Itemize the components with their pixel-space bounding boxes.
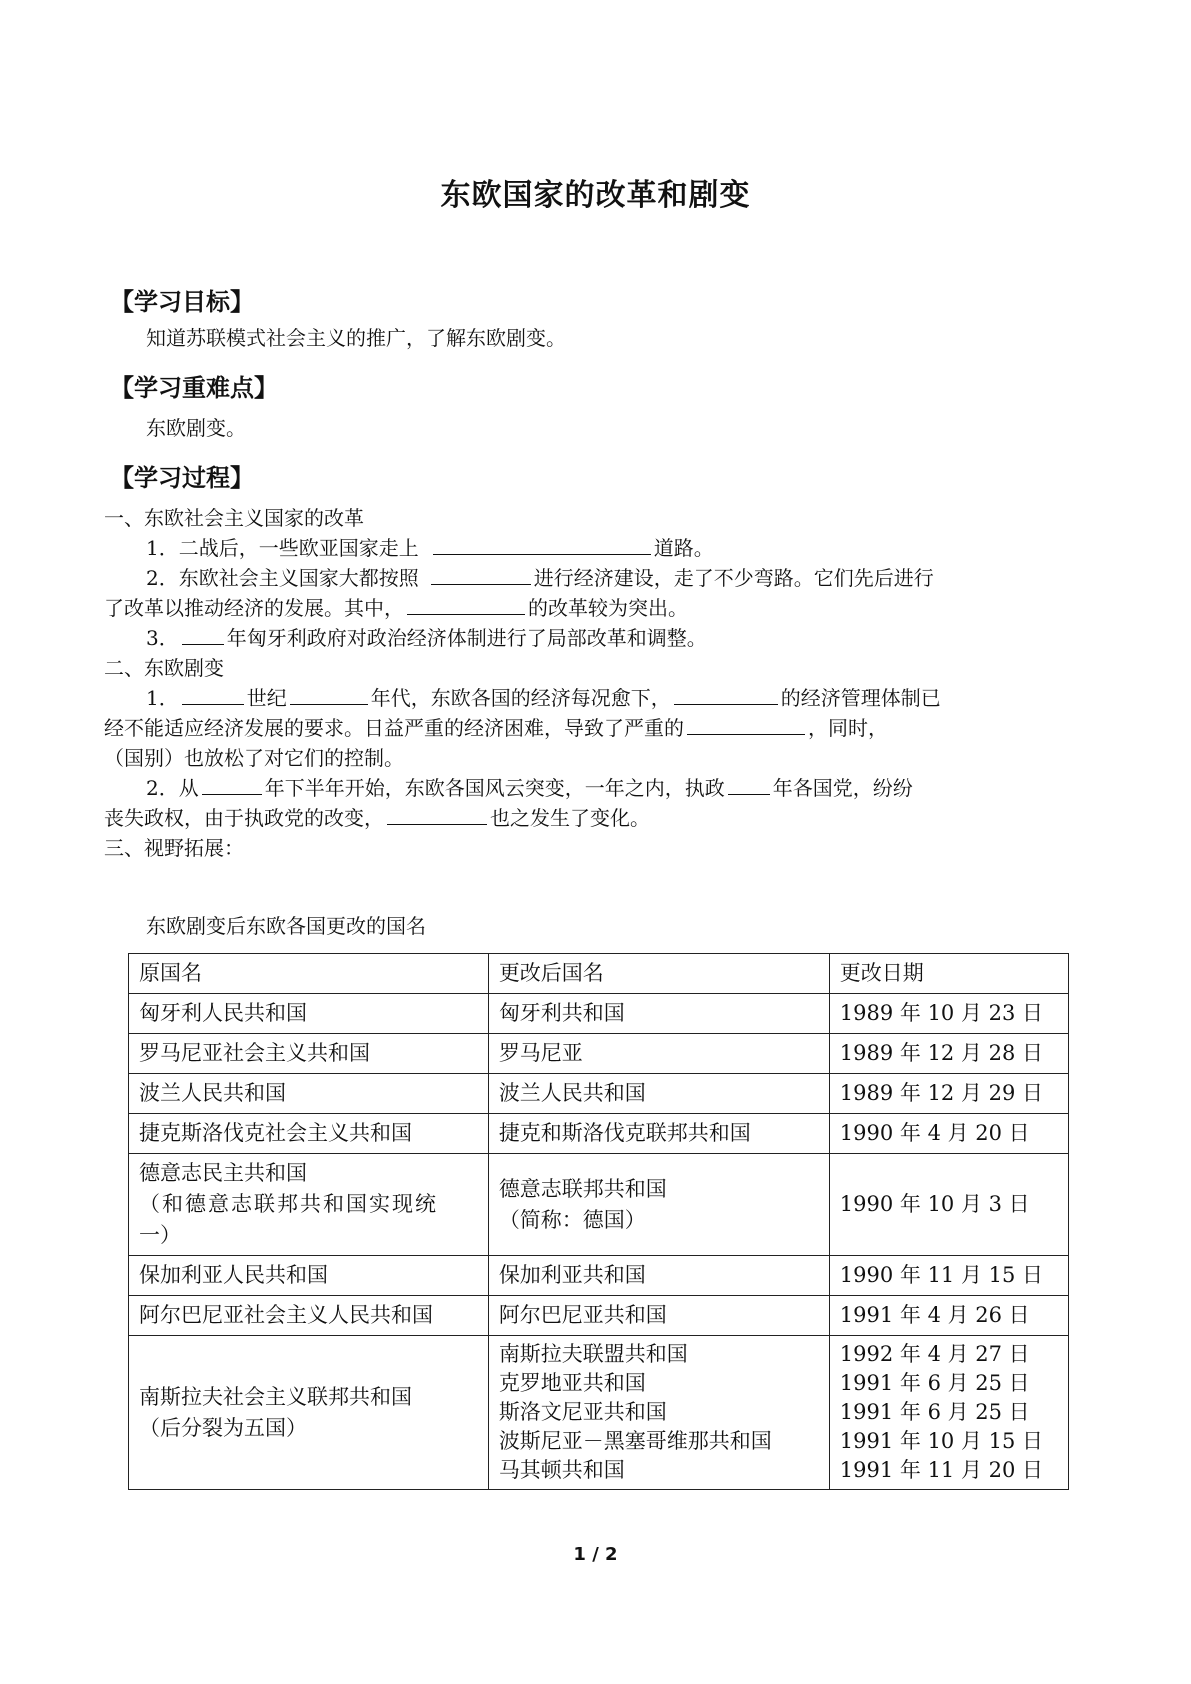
answer-blank [431,562,531,585]
answer-blank [674,682,778,705]
table-row [129,1074,1069,1114]
cell-renamed: 罗马尼亚 [488,1034,829,1074]
table-row [129,994,1069,1034]
cell-date: 1990 年 10 月 3 日 [829,1154,1068,1256]
q1-2-text-a: 2．东欧社会主义国家大都按照 [146,566,419,590]
cell-date: 1990 年 11 月 15 日 [829,1256,1068,1296]
answer-blank [182,682,244,705]
cell-date: 1991 年 4 月 26 日 [829,1296,1068,1336]
cell-line: 1991 年 6 月 25 日 [839,1371,1030,1395]
question-2-2 [146,772,913,804]
question-1-3 [146,622,707,654]
cell-original [129,1336,489,1490]
cell-renamed [488,1154,829,1256]
question-2-1 [146,682,941,714]
cell-line: 波斯尼亚－黑塞哥维那共和国 [498,1429,772,1453]
cell-line: 1991 年 11 月 20 日 [839,1458,1044,1482]
cell-renamed: 匈牙利共和国 [488,994,829,1034]
cell-line: 1992 年 4 月 27 日 [839,1342,1030,1366]
q2-1-text-b: 世纪 [246,686,287,710]
section-2-title: 二、东欧剧变 [104,656,224,680]
answer-blank [182,622,224,645]
answer-blank [202,772,262,795]
q2-1-text-a: 1． [146,686,179,710]
key-heading: 【学习重难点】 [110,374,278,402]
question-2-2-cont [104,802,650,834]
cell-line: 南斯拉夫联盟共和国 [498,1342,688,1366]
cell-date: 1990 年 4 月 20 日 [829,1114,1068,1154]
cell-original: 保加利亚人民共和国 [129,1256,489,1296]
cell-line: 克罗地亚共和国 [498,1371,646,1395]
page-title: 东欧国家的改革和剧变 [440,178,751,213]
q2-2-text-e: 也之发生了变化。 [490,806,650,830]
answer-blank [687,712,805,735]
question-1-1 [146,532,714,564]
cell-renamed: 捷克和斯洛伐克联邦共和国 [488,1114,829,1154]
question-1-2-cont [104,592,688,624]
cell-renamed: 保加利亚共和国 [488,1256,829,1296]
q1-2-text-c: 了改革以推动经济的发展。其中， [104,596,404,620]
cell-original: 捷克斯洛伐克社会主义共和国 [129,1114,489,1154]
q2-1-text-c: 年代，东欧各国的经济每况愈下， [370,686,671,710]
cell-date: 1989 年 12 月 29 日 [829,1074,1068,1114]
cell-original: 匈牙利人民共和国 [129,994,489,1034]
table-caption: 东欧剧变后东欧各国更改的国名 [146,914,426,938]
cell-line: 一） [139,1223,181,1247]
question-1-2 [146,562,934,594]
q1-3-text-a: 3． [146,626,179,650]
cell-line: （和德意志联邦共和国实现统 [139,1192,438,1216]
table-row [129,1154,1069,1256]
q1-1-text-b: 道路。 [653,536,714,560]
header-original-name: 原国名 [129,954,489,994]
cell-line: 南斯拉夫社会主义联邦共和国 [139,1384,412,1409]
q2-2-text-a: 2．从 [146,776,199,800]
table-header-row [129,954,1069,994]
header-change-date: 更改日期 [829,954,1068,994]
question-2-1-cont2: （国别）也放松了对它们的控制。 [104,746,404,770]
cell-line: （后分裂为五国） [139,1415,307,1440]
cell-renamed [488,1336,829,1490]
q2-1-text-f: ，同时， [808,716,888,740]
key-text: 东欧剧变。 [146,416,246,440]
cell-line: 1991 年 6 月 25 日 [839,1400,1030,1424]
question-2-1-cont [104,712,888,744]
header-new-name: 更改后国名 [488,954,829,994]
cell-renamed: 波兰人民共和国 [488,1074,829,1114]
cell-original: 罗马尼亚社会主义共和国 [129,1034,489,1074]
goal-text: 知道苏联模式社会主义的推广，了解东欧剧变。 [146,326,566,350]
q2-1-text-d: 的经济管理体制已 [780,686,941,710]
q2-2-text-c: 年各国党，纷纷 [772,776,913,800]
cell-original: 波兰人民共和国 [129,1074,489,1114]
table-row [129,1296,1069,1336]
section-3-title: 三、视野拓展： [104,836,244,860]
cell-original [129,1154,489,1256]
answer-blank [407,592,525,615]
cell-original: 阿尔巴尼亚社会主义人民共和国 [129,1296,489,1336]
table-row [129,1114,1069,1154]
cell-renamed: 阿尔巴尼亚共和国 [488,1296,829,1336]
q2-2-text-b: 年下半年开始，东欧各国风云突变，一年之内，执政 [264,776,725,800]
q1-3-text-b: 年匈牙利政府对政治经济体制进行了局部改革和调整。 [226,626,707,650]
section-1-title: 一、东欧社会主义国家的改革 [104,506,364,530]
goal-heading: 【学习目标】 [110,288,254,316]
answer-blank [433,532,651,555]
table-row [129,1256,1069,1296]
cell-line: （简称：德国） [498,1207,646,1232]
renamed-countries-table [128,953,1069,1490]
page-number: 1 / 2 [573,1544,618,1565]
process-heading: 【学习过程】 [110,464,254,492]
answer-blank [728,772,770,795]
cell-line: 德意志联邦共和国 [498,1176,667,1201]
table-row [129,1034,1069,1074]
table-row [129,1336,1069,1490]
cell-line: 德意志民主共和国 [139,1161,307,1185]
q1-2-text-b: 进行经济建设，走了不少弯路。它们先后进行 [533,566,934,590]
cell-line: 1991 年 10 月 15 日 [839,1429,1044,1453]
q2-2-text-d: 丧失政权，由于执政党的改变， [104,806,384,830]
cell-date [829,1336,1068,1490]
cell-line: 斯洛文尼亚共和国 [498,1400,667,1424]
answer-blank [387,802,487,825]
cell-line: 马其顿共和国 [498,1458,625,1482]
cell-date: 1989 年 12 月 28 日 [829,1034,1068,1074]
q1-2-text-d: 的改革较为突出。 [528,596,688,620]
q1-1-text-a: 1．二战后，一些欧亚国家走上 [146,536,419,560]
q2-1-text-e: 经不能适应经济发展的要求。日益严重的经济困难，导致了严重的 [104,716,684,740]
answer-blank [290,682,368,705]
cell-date: 1989 年 10 月 23 日 [829,994,1068,1034]
